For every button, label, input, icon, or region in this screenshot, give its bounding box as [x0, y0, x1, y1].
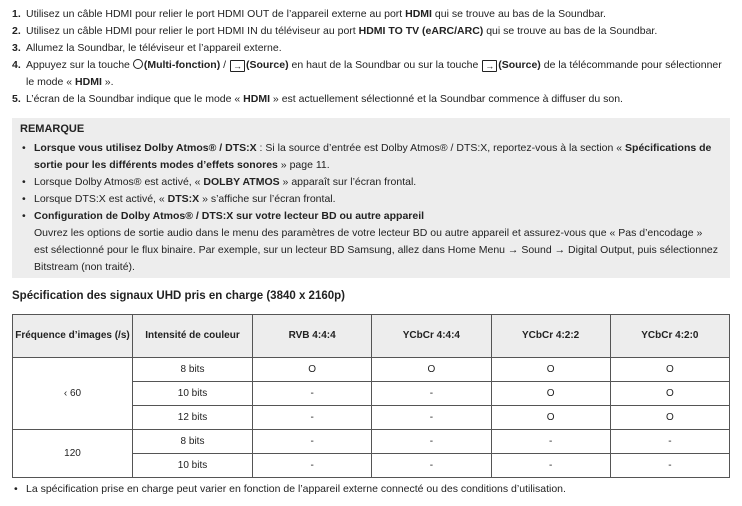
step-text: de la télécommande pour sélectionner le mode «: [26, 59, 722, 88]
step-text: /: [220, 59, 229, 71]
step-4: [12, 57, 732, 91]
step-text: Utilisez un câble HDMI pour relier le port HDMI OUT de l’appareil externe au port: [26, 8, 406, 20]
table-row: [13, 358, 730, 382]
value-cell: -: [491, 454, 610, 478]
step-text: qui se trouve au bas de la Soundbar.: [431, 8, 606, 20]
step-text: Appuyez sur la touche: [26, 59, 133, 71]
note-text: : Si la source d’entrée est Dolby Atmos® / DTS:X, reportez-vous à la section «: [256, 142, 626, 154]
step-1: [12, 6, 732, 23]
note-text: » apparaît sur l’écran frontal.: [279, 176, 417, 188]
note-title: REMARQUE: [20, 123, 85, 135]
note-bold: DTS:X: [167, 193, 200, 205]
note-text: Lorsque DTS:X est activé, «: [34, 193, 168, 205]
header-ycbcr444: YCbCr 4:4:4: [372, 315, 491, 358]
color-depth-cell: 8 bits: [133, 358, 253, 382]
header-ycbcr422: YCbCr 4:2:2: [491, 315, 610, 358]
step-5: [12, 91, 732, 109]
note-item-dolby-atmos: [20, 174, 720, 191]
step-number: 3.: [12, 42, 21, 54]
value-cell: -: [372, 382, 491, 406]
step-bold: (Multi-fonction): [143, 59, 221, 71]
note-bold: Lorsque vous utilisez Dolby Atmos® / DTS:X: [34, 142, 257, 154]
header-frame-rate: Fréquence d’images (/s): [13, 315, 133, 358]
step-text: ».: [101, 76, 114, 88]
color-depth-cell: 10 bits: [133, 454, 253, 478]
note-item-dolby-dts: [20, 140, 720, 174]
step-list: [12, 6, 732, 109]
uhd-spec-table: [12, 314, 730, 478]
color-depth-cell: 10 bits: [133, 382, 253, 406]
value-cell: -: [253, 406, 372, 430]
step-bold: HDMI TO TV (eARC/ARC): [358, 25, 484, 37]
value-cell: -: [253, 454, 372, 478]
value-cell: O: [610, 406, 729, 430]
value-cell: -: [372, 406, 491, 430]
value-cell: -: [491, 430, 610, 454]
value-cell: -: [610, 430, 729, 454]
step-bold: HDMI: [405, 8, 432, 20]
note-config-line-2: est sélectionné pour le flux binaire. Par exemple, sur un lecteur BD Samsung, allez dans Home Menu → Sound → Digital Output, puis sélectionnez: [34, 244, 719, 256]
value-cell: O: [372, 358, 491, 382]
value-cell: O: [491, 406, 610, 430]
step-3: [12, 40, 732, 57]
header-rgb444: RVB 4:4:4: [253, 315, 372, 358]
step-text: qui se trouve au bas de la Soundbar.: [483, 25, 658, 37]
note-item-dtsx: [20, 191, 720, 208]
table-row: [13, 430, 730, 454]
note-config-line-1: Ouvrez les options de sortie audio dans le menu des paramètres de votre lecteur BD ou autre appareil et assurez-vous que « Pas d’encodage »: [34, 227, 703, 239]
note-bold: Configuration de Dolby Atmos® / DTS:X sur votre lecteur BD ou autre appareil: [34, 210, 425, 222]
step-text: Utilisez un câble HDMI pour relier le port HDMI IN du téléviseur au port: [26, 25, 359, 37]
value-cell: -: [610, 454, 729, 478]
step-text: L’écran de la Soundbar indique que le mode «: [26, 93, 244, 105]
step-bold: HDMI: [75, 76, 102, 88]
frame-rate-cell: ‹ 60: [13, 358, 133, 430]
spec-title: Spécification des signaux UHD pris en charge (3840 x 2160p): [12, 290, 345, 302]
frame-rate-cell: 120: [13, 430, 133, 478]
note-text: » s’affiche sur l’écran frontal.: [199, 193, 336, 205]
note-text: » page 11.: [277, 159, 330, 171]
value-cell: O: [491, 358, 610, 382]
step-number: 1.: [12, 8, 21, 20]
value-cell: O: [610, 382, 729, 406]
note-bold: Spécifications de sortie pour les différents modes d’effets sonores: [34, 142, 712, 171]
step-number: 2.: [12, 25, 21, 37]
color-depth-cell: 8 bits: [133, 430, 253, 454]
step-text: » est actuellement sélectionné et la Soundbar commence à diffuser du son.: [270, 93, 623, 105]
header-ycbcr420: YCbCr 4:2:0: [610, 315, 729, 358]
source-icon: →: [230, 60, 245, 72]
note-bold: DOLBY ATMOS: [203, 176, 280, 188]
table-header-row: [13, 315, 730, 358]
value-cell: -: [253, 430, 372, 454]
step-bold: (Source): [245, 59, 289, 71]
step-text: Allumez la Soundbar, le téléviseur et l’appareil externe.: [26, 42, 282, 54]
multi-function-icon: [133, 59, 143, 69]
note-box: [12, 118, 730, 278]
value-cell: O: [491, 382, 610, 406]
note-text: Lorsque Dolby Atmos® est activé, «: [34, 176, 204, 188]
note-item-configuration: [20, 208, 720, 225]
source-icon: →: [482, 60, 497, 72]
step-text: en haut de la Soundbar ou sur la touche: [288, 59, 482, 71]
note-list: [20, 140, 720, 276]
step-bold: (Source): [498, 59, 541, 71]
value-cell: -: [253, 382, 372, 406]
step-bold: HDMI: [243, 93, 271, 105]
value-cell: -: [372, 454, 491, 478]
value-cell: O: [610, 358, 729, 382]
note-config-line-3: Bitstream (non traité).: [34, 261, 135, 273]
step-2: [12, 23, 732, 40]
step-number: 4.: [12, 59, 21, 71]
value-cell: -: [372, 430, 491, 454]
footnote: • La spécification prise en charge peut varier en fonction de l’appareil externe connecté ou des conditions d’utilisation.: [12, 482, 730, 496]
color-depth-cell: 12 bits: [133, 406, 253, 430]
header-color-depth: Intensité de couleur: [133, 315, 253, 358]
value-cell: O: [253, 358, 372, 382]
step-number: 5.: [12, 93, 21, 105]
